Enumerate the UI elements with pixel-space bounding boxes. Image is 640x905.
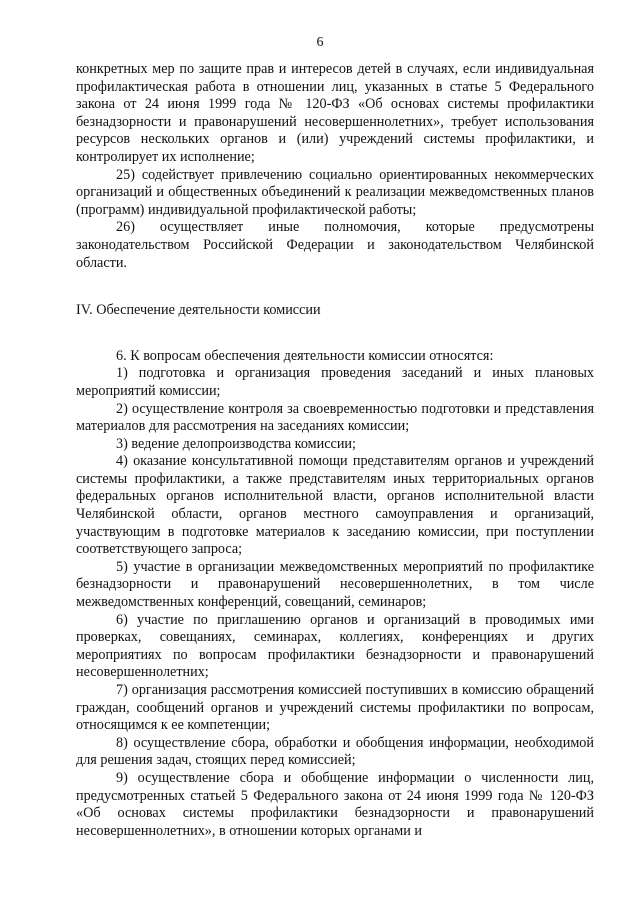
paragraph-item-6: 6) участие по приглашению органов и организаций в проводимых ими проверках, совещаниях, семинарах, коллегиях, конференциях и других мероприятиях по вопросам профилактики безнадзорности и правонарушений несовершеннолетних; bbox=[76, 611, 594, 681]
paragraph-item-26: 26) осуществляет иные полномочия, которые предусмотрены законодательством Российской Федерации и законодательством Челябинской области. bbox=[76, 219, 594, 271]
document-body bbox=[76, 61, 594, 840]
section-heading: IV. Обеспечение деятельности комиссии bbox=[76, 302, 321, 319]
paragraph-item-9: 9) осуществление сбора и обобщение информации о численности лиц, предусмотренных статьей 5 Федерального закона от 24 июня 1999 года № 120-ФЗ «Об основах системы профилактики безнадзорности и правонарушений несовершеннолетних», в отношении которых органами и bbox=[76, 769, 594, 839]
paragraph-item-8: 8) осуществление сбора, обработки и обобщения информации, необходимой для решения задач, стоящих перед комиссией; bbox=[76, 734, 594, 769]
paragraph-item-7: 7) организация рассмотрения комиссией поступивших в комиссию обращений граждан, сообщений органов и учреждений системы профилактики по вопросам, относящимся к ее компетенции; bbox=[76, 682, 594, 734]
paragraph-item-25: 25) содействует привлечению социально ориентированных некоммерческих организаций и общественных объединений к реализации межведомственных планов (программ) индивидуальной профилактической работы; bbox=[76, 166, 594, 218]
paragraph-clause-6: 6. К вопросам обеспечения деятельности комиссии относятся: bbox=[116, 347, 494, 364]
paragraph-item-5: 5) участие в организации межведомственных мероприятий по профилактике безнадзорности и правонарушений несовершеннолетних, в том числе межведомственных конференций, совещаний, семинаров; bbox=[76, 558, 594, 611]
paragraph-item-1: 1) подготовка и организация проведения заседаний и иных плановых мероприятий комиссии; bbox=[76, 365, 594, 399]
paragraph-item-3: 3) ведение делопроизводства комиссии; bbox=[116, 435, 356, 452]
page-number: 6 bbox=[316, 35, 324, 50]
paragraph-continuation: конкретных мер по защите прав и интересов детей в случаях, если индивидуальная профилактическая работа в отношении лиц, указанных в статье 5 Федерального закона от 24 июня 1999 года № 120-ФЗ «Об основах системы профилактики безнадзорности и правонарушений несовершеннолетних», требует использования ресурсов нескольких органов и (или) учреждений системы профилактики, и контролирует их исполнение; bbox=[76, 61, 594, 165]
paragraph-item-4: 4) оказание консультативной помощи представителям органов и учреждений системы профилактики, а также представителям иных территориальных органов федеральных органов исполнительной власти, органов исполнительной власти Челябинской области, органов местного самоуправления и организаций, участвующим в подготовке материалов к заседанию комиссии, при поступлении соответствующего запроса; bbox=[76, 453, 594, 558]
paragraph-item-2: 2) осуществление контроля за своевременностью подготовки и представления материалов для рассмотрения на заседаниях комиссии; bbox=[76, 400, 594, 435]
